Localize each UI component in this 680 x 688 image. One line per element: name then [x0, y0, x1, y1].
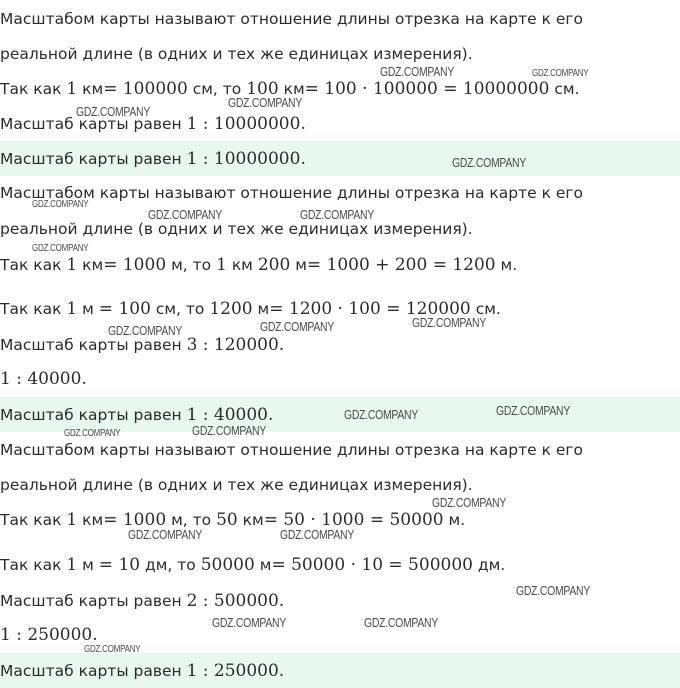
conversion-line: Так как 1 км= 100000 см, то 100 км= 100 · 100000 = 10000000 см. [0, 79, 580, 99]
watermark: GDZ.COMPANY [516, 583, 591, 598]
watermark: GDZ.COMPANY [128, 527, 203, 542]
definition-line-2: реальной длине (в одних и тех же единицах измерения). [0, 45, 473, 63]
watermark: GDZ.COMPANY [228, 95, 303, 110]
watermark: GDZ.COMPANY [432, 495, 507, 510]
scale-simplified: 1 : 40000. [0, 369, 87, 389]
scale-line: Масштаб карты равен 3 : 120000. [0, 335, 285, 355]
watermark: GDZ.COMPANY [64, 428, 121, 439]
answer-line: Масштаб карты равен 1 : 40000. [0, 405, 274, 425]
watermark: GDZ.COMPANY [108, 323, 183, 338]
watermark: GDZ.COMPANY [32, 243, 89, 254]
watermark: GDZ.COMPANY [344, 407, 419, 422]
watermark: GDZ.COMPANY [280, 527, 355, 542]
scale-line: Масштаб карты равен 1 : 10000000. [0, 114, 306, 134]
conversion-line: Так как 1 км= 1000 м, то 50 км= 50 · 1000 = 50000 м. [0, 510, 466, 530]
watermark: GDZ.COMPANY [84, 644, 141, 655]
watermark: GDZ.COMPANY [452, 155, 527, 170]
watermark: GDZ.COMPANY [300, 207, 375, 222]
definition-line-2: реальной длине (в одних и тех же единицах измерения). [0, 476, 473, 494]
watermark: GDZ.COMPANY [380, 64, 455, 79]
watermark: GDZ.COMPANY [496, 403, 571, 418]
watermark: GDZ.COMPANY [364, 615, 439, 630]
watermark: GDZ.COMPANY [260, 319, 335, 334]
conversion-line: Так как 1 м = 10 дм, то 50000 м= 50000 · 10 = 500000 дм. [0, 555, 506, 575]
watermark: GDZ.COMPANY [148, 207, 223, 222]
watermark: GDZ.COMPANY [532, 68, 589, 79]
scale-simplified: 1 : 250000. [0, 625, 98, 645]
answer-line: Масштаб карты равен 1 : 250000. [0, 661, 285, 681]
definition-line-1: Масштабом карты называют отношение длины отрезка на карте к его [0, 184, 584, 202]
watermark: GDZ.COMPANY [192, 423, 267, 438]
watermark: GDZ.COMPANY [412, 315, 487, 330]
conversion-line: Так как 1 м = 100 см, то 1200 м= 1200 · 100 = 120000 см. [0, 299, 501, 319]
scale-line: Масштаб карты равен 2 : 500000. [0, 591, 285, 611]
definition-line-1: Масштабом карты называют отношение длины отрезка на карте к его [0, 441, 584, 459]
definition-line-2: реальной длине (в одних и тех же единицах измерения). [0, 220, 473, 238]
watermark: GDZ.COMPANY [76, 104, 151, 119]
conversion-line: Так как 1 км= 1000 м, то 1 км 200 м= 1000 + 200 = 1200 м. [0, 255, 518, 275]
definition-line-1: Масштабом карты называют отношение длины отрезка на карте к его [0, 10, 584, 28]
watermark: GDZ.COMPANY [32, 199, 89, 210]
watermark: GDZ.COMPANY [212, 615, 287, 630]
answer-line: Масштаб карты равен 1 : 10000000. [0, 149, 306, 169]
